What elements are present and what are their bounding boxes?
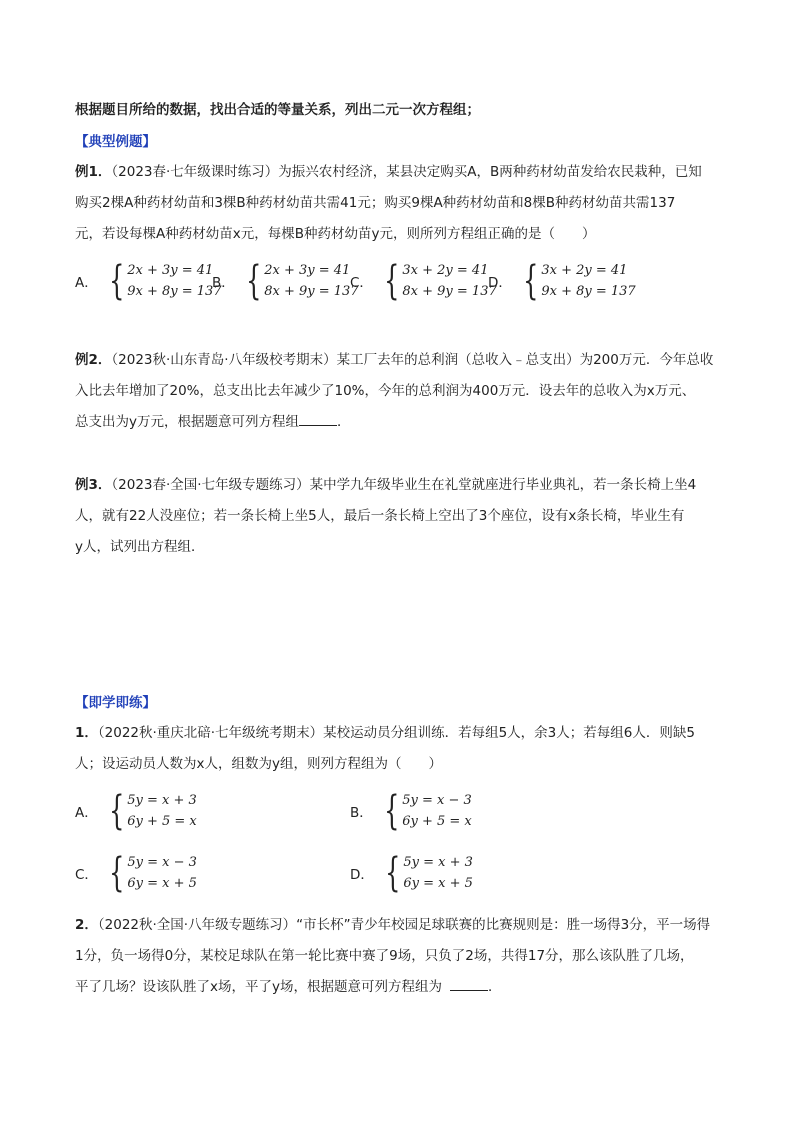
brace-icon: { <box>109 850 125 896</box>
option-label: C． <box>350 275 373 291</box>
option-label: B． <box>350 805 373 821</box>
equation-system <box>127 852 197 894</box>
option-label: B． <box>212 275 235 291</box>
equation-2: 6y + 5 = x <box>127 814 197 829</box>
equation-system <box>541 260 635 302</box>
brace-icon: { <box>245 258 262 304</box>
practice-1-option-a <box>75 790 197 832</box>
equation-system <box>403 852 473 894</box>
practice-1-option-b <box>350 790 472 832</box>
example-1-option-d <box>488 260 636 302</box>
option-label: D． <box>350 867 374 883</box>
equation-2: 6y + 5 = x <box>402 814 472 829</box>
example-3-line-3: y人，试列出方程组． <box>75 539 205 555</box>
example-2 <box>75 345 725 438</box>
equation-1: 3x + 2y = 41 <box>541 263 628 278</box>
example-1-number: 例1． <box>75 164 112 180</box>
example-1-option-c <box>350 260 497 302</box>
practice-1-number: 1． <box>75 725 98 741</box>
intro-text: 根据题目所给的数据，找出合适的等量关系，列出二元一次方程组； <box>75 102 480 118</box>
equation-2: 6y = x + 5 <box>127 876 197 891</box>
brace-icon: { <box>522 258 539 304</box>
example-2-line-1: （2023秋·山东青岛·八年级校考期末）某工厂去年的总利润（总收入﹣总支出）为200万元．今年总收 <box>111 352 714 368</box>
practice-2-line-2: 1分，负一场得0分，某校足球队在第一轮比赛中赛了9场，只负了2场，共得17分，那么该队胜了几场， <box>75 948 694 964</box>
section-examples: 【典型例题】 <box>75 134 156 150</box>
example-1-line-1: （2023春·七年级课时练习）为振兴农村经济，某县决定购买A，B两种药材幼苗发给农民栽种，已知 <box>111 164 702 180</box>
equation-1: 2x + 3y = 41 <box>127 263 214 278</box>
example-3-line-1: （2023春·全国·七年级专题练习）某中学九年级毕业生在礼堂就座进行毕业典礼，若一条长椅上坐4 <box>111 477 697 493</box>
example-1-option-a <box>75 260 222 302</box>
practice-2-line-3: 平了几场？设该队胜了x场，平了y场，根据题意可列方程组为 <box>75 979 442 995</box>
brace-icon: { <box>384 258 400 304</box>
equation-system <box>127 790 197 832</box>
option-label: A． <box>75 805 98 821</box>
brace-icon: { <box>108 258 125 304</box>
equation-2: 9x + 8y = 137 <box>541 284 636 299</box>
example-2-number: 例2． <box>75 352 112 368</box>
answer-blank[interactable] <box>450 976 488 991</box>
equation-2: 9x + 8y = 137 <box>127 284 222 299</box>
practice-1 <box>75 718 725 780</box>
practice-1-line-1: （2022秋·重庆北碚·七年级统考期末）某校运动员分组训练．若每组5人，余3人；若每组6人．则缺5 <box>97 725 695 741</box>
brace-icon: { <box>383 788 400 834</box>
equation-2: 6y = x + 5 <box>403 876 473 891</box>
example-1 <box>75 157 725 250</box>
example-1-line-3: 元，若设每棵A种药材幼苗x元，每棵B种药材幼苗y元，则所列方程组正确的是（ ） <box>75 226 596 242</box>
equation-system <box>127 260 221 302</box>
practice-1-line-2: 人；设运动员人数为x人，组数为y组，则列方程组为（ ） <box>75 756 442 772</box>
practice-2-line-3-end: ． <box>487 979 502 995</box>
practice-2-line-1: （2022秋·全国·八年级专题练习）“市长杯”青少年校园足球联赛的比赛规则是：胜一场得3分，平一场得 <box>97 917 711 933</box>
example-1-option-b <box>212 260 359 302</box>
section-practice: 【即学即练】 <box>75 695 156 711</box>
equation-system <box>402 790 472 832</box>
equation-1: 5y = x + 3 <box>127 793 197 808</box>
example-2-line-3: 总支出为y万元，根据题意可列方程组 <box>75 414 299 430</box>
brace-icon: { <box>108 788 125 834</box>
example-2-line-3-end: ． <box>337 414 351 430</box>
equation-1: 5y = x + 3 <box>403 855 473 870</box>
practice-2 <box>75 910 725 1003</box>
equation-2: 8x + 9y = 137 <box>264 284 359 299</box>
option-label: D． <box>488 275 512 291</box>
equation-system <box>264 260 358 302</box>
example-3 <box>75 470 725 563</box>
equation-system <box>402 260 496 302</box>
brace-icon: { <box>384 850 401 896</box>
equation-1: 2x + 3y = 41 <box>264 263 351 278</box>
equation-2: 8x + 9y = 137 <box>402 284 497 299</box>
practice-1-option-d <box>350 852 473 894</box>
practice-1-option-c <box>75 852 197 894</box>
example-1-line-2: 购买2棵A种药材幼苗和3棵B种药材幼苗共需41元；购买9棵A种药材幼苗和8棵B种药材幼苗共需137 <box>75 195 676 211</box>
option-label: C． <box>75 867 98 883</box>
equation-1: 5y = x − 3 <box>127 855 197 870</box>
option-label: A． <box>75 275 98 291</box>
example-3-line-2: 人，就有22人没座位；若一条长椅上坐5人，最后一条长椅上空出了3个座位，设有x条长椅，毕业生有 <box>75 508 685 524</box>
equation-1: 3x + 2y = 41 <box>402 263 489 278</box>
example-3-number: 例3． <box>75 477 112 493</box>
answer-blank[interactable] <box>299 411 337 426</box>
practice-2-number: 2． <box>75 917 98 933</box>
equation-1: 5y = x − 3 <box>402 793 472 808</box>
example-2-line-2: 入比去年增加了20%，总支出比去年减少了10%，今年的总利润为400万元．设去年的总收入为x万元、 <box>75 383 696 399</box>
